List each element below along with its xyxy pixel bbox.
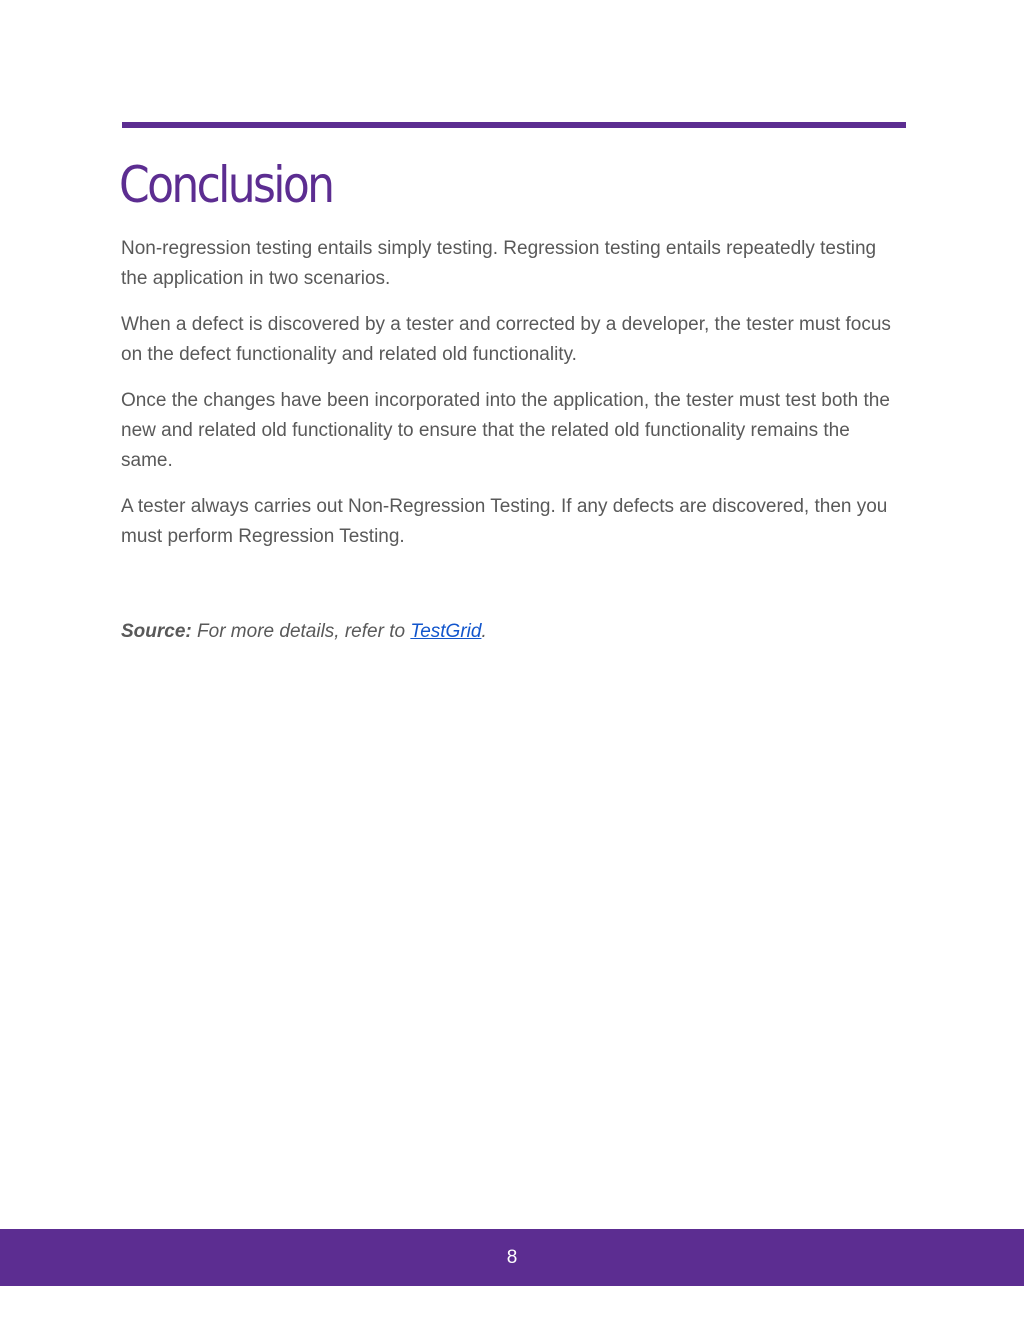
page-title: Conclusion: [119, 156, 333, 214]
page-number: 8: [506, 1246, 518, 1268]
source-end: .: [481, 621, 487, 642]
paragraph-3: Once the changes have been incorporated into the application, the tester must test both the new and related old functionality to ensure that the related old functionality remains the same.: [121, 390, 890, 471]
paragraph-1: Non-regression testing entails simply testing. Regression testing entails repeatedly testing the application in two scenarios.: [121, 238, 877, 289]
footer-bar: [0, 1229, 1024, 1286]
source-line: [121, 617, 487, 647]
source-text: For more details, refer to: [197, 621, 406, 642]
paragraph-2: When a defect is discovered by a tester and corrected by a developer, the tester must focus on the defect functionality and related old functionality.: [121, 314, 891, 365]
paragraph-4: A tester always carries out Non-Regression Testing. If any defects are discovered, then you must perform Regression Testing.: [121, 496, 888, 547]
top-divider: [122, 122, 906, 128]
testgrid-link[interactable]: TestGrid: [410, 621, 482, 642]
source-label: Source:: [121, 621, 192, 642]
body-content: [121, 234, 901, 568]
